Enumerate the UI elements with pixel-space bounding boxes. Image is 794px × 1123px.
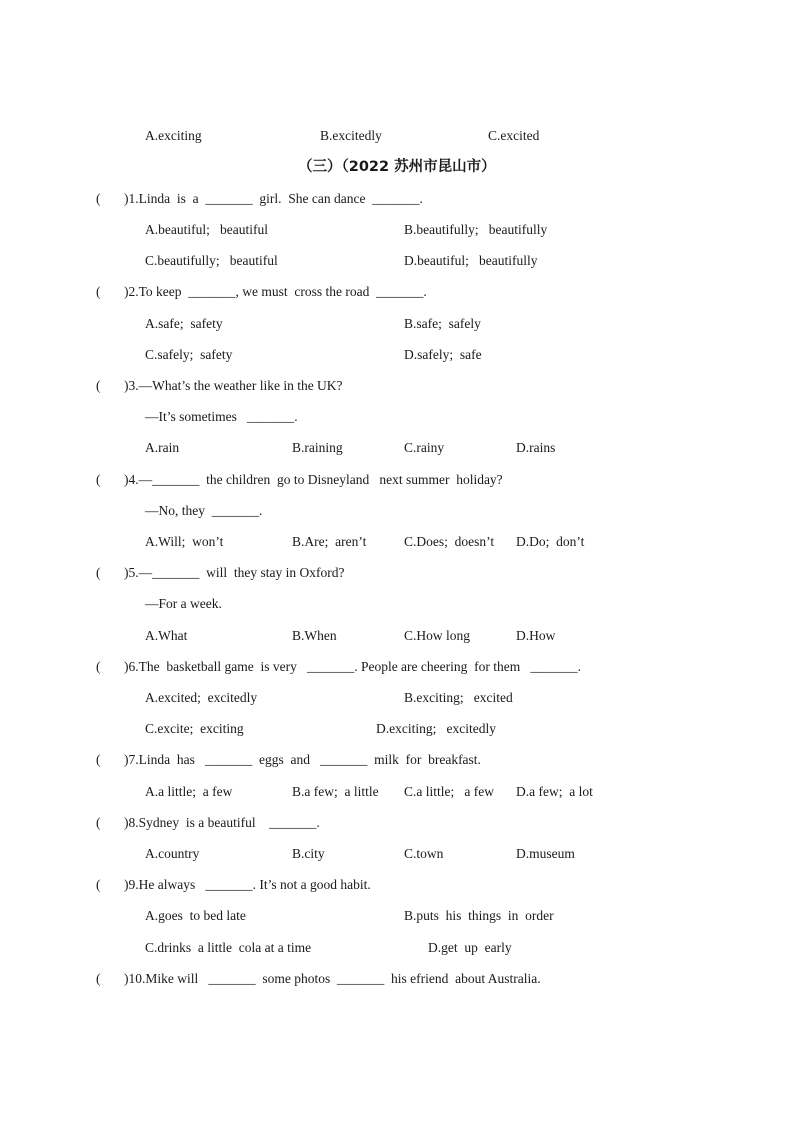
q1-option-b: B.beautifully; beautifully	[404, 222, 548, 237]
option-b: B.excitedly	[320, 128, 382, 143]
q6-option-c: C.excite; exciting	[145, 721, 244, 736]
q2-option-c: C.safely; safety	[145, 347, 233, 362]
section-title: （三）（2022 苏州市昆山市）	[298, 159, 496, 175]
q2-option-a: A.safe; safety	[145, 316, 223, 331]
q7-option-b: B.a few; a little	[292, 784, 379, 799]
q9-option-c: C.drinks a little cola at a time	[145, 940, 312, 955]
question-3-stem: )3.—What’s the weather like in the UK?	[124, 378, 343, 393]
question-7-stem: )7.Linda has _______ eggs and _______ milk for breakfast.	[124, 752, 481, 767]
q1-option-d: D.beautiful; beautifully	[404, 253, 538, 268]
answer-paren: (	[96, 378, 101, 393]
q5-option-a: A.What	[145, 628, 188, 643]
q5-option-c: C.How long	[404, 628, 471, 643]
question-4-stem: )4.—_______ the children go to Disneyland next summer holiday?	[124, 472, 503, 487]
q9-option-a: A.goes to bed late	[145, 908, 246, 923]
q8-option-c: C.town	[404, 846, 444, 861]
q1-option-c: C.beautifully; beautiful	[145, 253, 278, 268]
question-9-stem: )9.He always _______. It’s not a good habit.	[124, 877, 371, 892]
answer-paren: (	[96, 659, 101, 674]
q7-option-c: C.a little; a few	[404, 784, 494, 799]
question-5-stem: )5.—_______ will they stay in Oxford?	[124, 565, 345, 580]
question-3-line2: —It’s sometimes _______.	[145, 409, 298, 424]
q4-option-a: A.Will; won’t	[145, 534, 224, 549]
q3-option-a: A.rain	[145, 440, 180, 455]
answer-paren: (	[96, 752, 101, 767]
answer-paren: (	[96, 971, 101, 986]
option-c: C.excited	[488, 128, 540, 143]
q1-option-a: A.beautiful; beautiful	[145, 222, 268, 237]
question-5-line2: —For a week.	[145, 596, 222, 611]
question-4-line2: —No, they _______.	[145, 503, 263, 518]
q3-option-d: D.rains	[516, 440, 556, 455]
q5-option-b: B.When	[292, 628, 337, 643]
q4-option-b: B.Are; aren’t	[292, 534, 367, 549]
answer-paren: (	[96, 472, 101, 487]
q9-option-d: D.get up early	[428, 940, 512, 955]
option-a: A.exciting	[145, 128, 202, 143]
answer-paren: (	[96, 565, 101, 580]
q3-option-c: C.rainy	[404, 440, 445, 455]
answer-paren: (	[96, 284, 101, 299]
q4-option-d: D.Do; don’t	[516, 534, 585, 549]
q7-option-d: D.a few; a lot	[516, 784, 593, 799]
answer-paren: (	[96, 815, 101, 830]
question-8-stem: )8.Sydney is a beautiful _______.	[124, 815, 320, 830]
answer-paren: (	[96, 191, 101, 206]
q7-option-a: A.a little; a few	[145, 784, 233, 799]
q2-option-b: B.safe; safely	[404, 316, 481, 331]
question-10-stem: )10.Mike will _______ some photos _______ his efriend about Australia.	[124, 971, 541, 986]
q8-option-b: B.city	[292, 846, 325, 861]
q6-option-a: A.excited; excitedly	[145, 690, 258, 705]
answer-paren: (	[96, 877, 101, 892]
q9-option-b: B.puts his things in order	[404, 908, 554, 923]
q8-option-a: A.country	[145, 846, 200, 861]
q6-option-d: D.exciting; excitedly	[376, 721, 496, 736]
question-6-stem: )6.The basketball game is very _______. People are cheering for them _______.	[124, 659, 581, 674]
q2-option-d: D.safely; safe	[404, 347, 482, 362]
q4-option-c: C.Does; doesn’t	[404, 534, 495, 549]
question-2-stem: )2.To keep _______, we must cross the road _______.	[124, 284, 427, 299]
q8-option-d: D.museum	[516, 846, 575, 861]
q6-option-b: B.exciting; excited	[404, 690, 513, 705]
q3-option-b: B.raining	[292, 440, 343, 455]
question-1-stem: )1.Linda is a _______ girl. She can dance _______.	[124, 191, 423, 206]
q5-option-d: D.How	[516, 628, 556, 643]
